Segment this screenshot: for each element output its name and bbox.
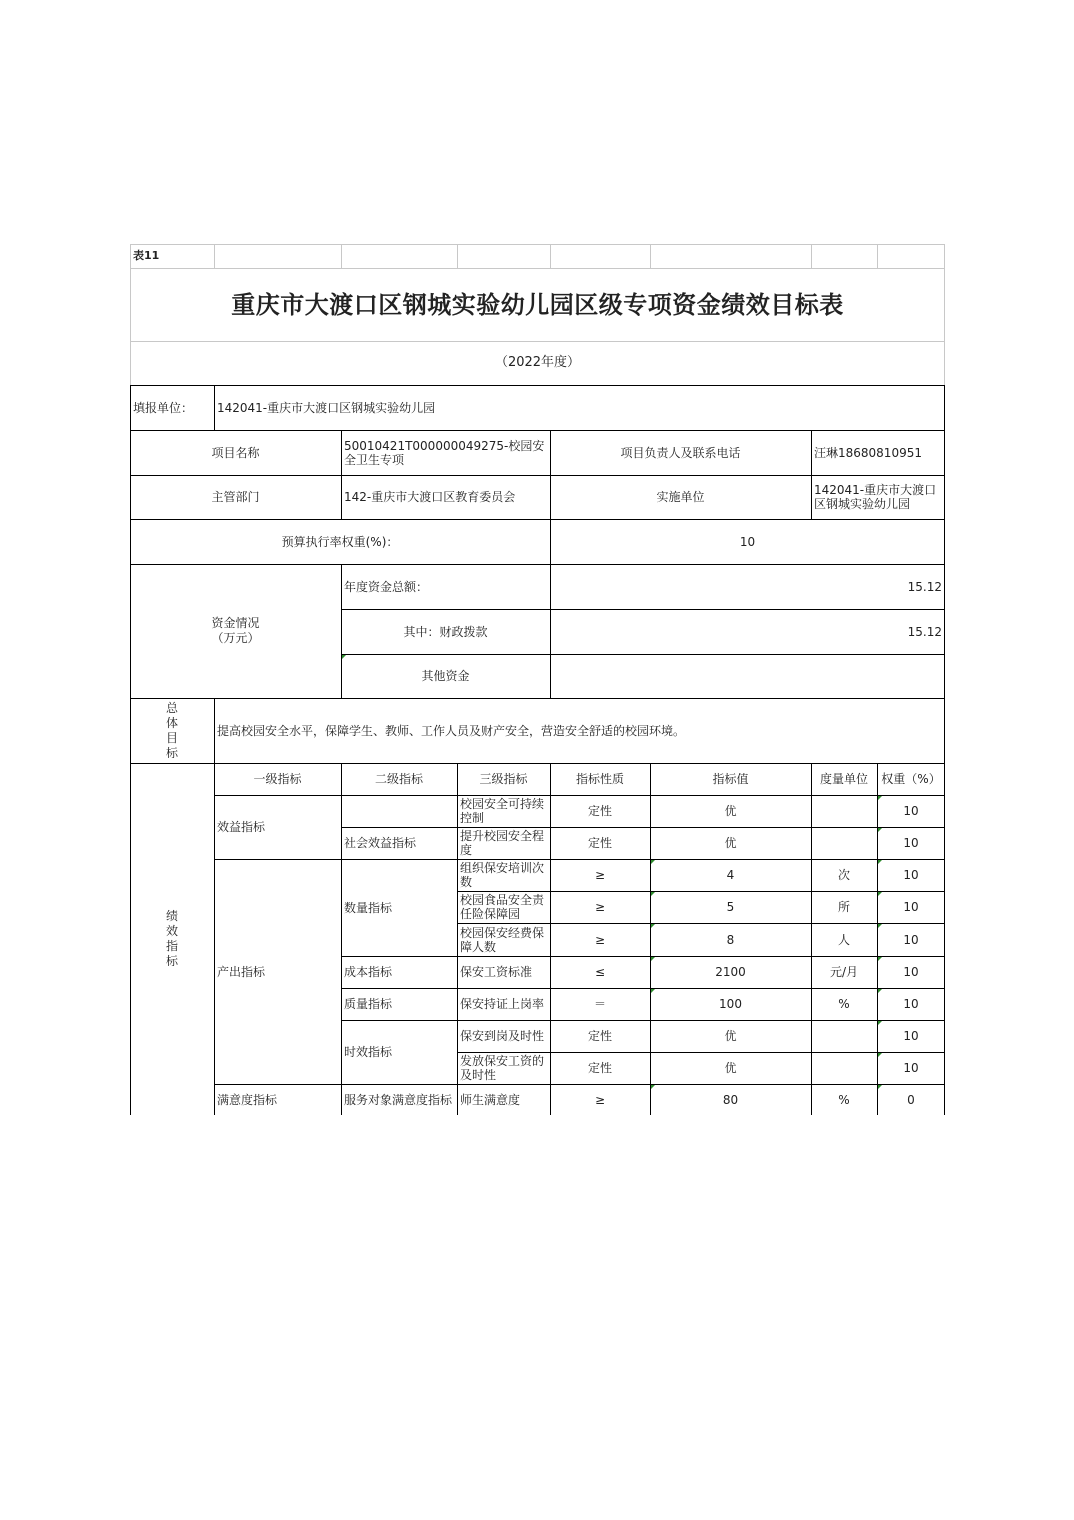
project-owner-label: 项目负责人及联系电话 <box>620 445 741 460</box>
page-title: 重庆市大渡口区钢城实验幼儿园区级专项资金绩效目标表 <box>231 289 844 319</box>
indicator-value: 优 <box>724 836 737 850</box>
indicator-nature: 定性 <box>587 1061 612 1075</box>
table-number: 表11 <box>133 249 160 262</box>
header-level3: 三级指标 <box>479 772 528 786</box>
indicator-nature: ≥ <box>594 868 606 882</box>
cell-error-mark <box>878 924 882 928</box>
indicator-unit <box>811 827 877 859</box>
indicator-unit: % <box>838 1092 850 1107</box>
cell-error-mark <box>651 989 655 993</box>
level3-indicator: 组织保安培训次数 <box>460 861 545 889</box>
indicator-unit: 次 <box>837 868 850 882</box>
budget-weight-label: 预算执行率权重(%)： <box>281 534 399 549</box>
performance-indicators-label <box>130 763 214 1115</box>
indicator-weight: 10 <box>903 1029 919 1043</box>
indicators-char: 指 <box>165 939 178 953</box>
cell-error-mark <box>651 892 655 896</box>
indicator-value: 5 <box>726 900 735 914</box>
indicator-unit <box>811 1052 877 1084</box>
cell-error-mark <box>878 1021 882 1025</box>
header-weight: 权重（%） <box>881 772 941 786</box>
level2-quantity: 数量指标 <box>344 900 393 915</box>
indicator-weight: 0 <box>907 1092 915 1107</box>
indicator-nature: 定性 <box>587 804 612 818</box>
level2-empty <box>341 795 457 827</box>
overall-goal-text: 提高校园安全水平，保障学生、教师、工作人员及财产安全，营造安全舒适的校园环境。 <box>217 723 686 738</box>
indicators-char: 标 <box>165 954 178 968</box>
level2-cost: 成本指标 <box>344 965 393 979</box>
project-name-value: 50010421T000000049275-校园安全卫生专项 <box>344 438 545 467</box>
cell-error-mark <box>878 1053 882 1057</box>
indicators-char: 效 <box>165 924 178 938</box>
level2-social-benefit: 社会效益指标 <box>344 836 417 850</box>
overall-goal-char: 标 <box>165 745 178 760</box>
header-nature: 指标性质 <box>575 772 624 786</box>
cell-error-mark <box>651 860 655 864</box>
indicator-unit: 人 <box>837 932 850 947</box>
indicator-value: 优 <box>724 1029 737 1043</box>
cell-error-mark <box>878 796 882 800</box>
indicator-nature: 定性 <box>587 1029 612 1043</box>
report-year: （2022年度） <box>494 355 581 370</box>
indicator-unit: 所 <box>837 900 850 914</box>
level3-indicator: 提升校园安全程度 <box>460 829 545 857</box>
overall-goal-char: 总 <box>165 700 178 715</box>
reporting-unit-label: 填报单位： <box>133 400 194 415</box>
cell-error-mark <box>878 989 882 993</box>
level2-service-satisfaction: 服务对象满意度指标 <box>344 1092 453 1107</box>
level1-benefit: 效益指标 <box>217 820 266 834</box>
funds-label <box>130 564 341 698</box>
level1-output: 产出指标 <box>217 964 266 979</box>
level3-indicator: 保安工资标准 <box>460 965 533 979</box>
header-value: 指标值 <box>712 772 749 786</box>
cell-error-mark <box>651 957 655 961</box>
funds-label-line2: （万元） <box>211 631 260 645</box>
reporting-unit-value: 142041-重庆市大渡口区钢城实验幼儿园 <box>217 400 436 415</box>
other-funds-label: 其他资金 <box>421 669 470 683</box>
implementing-unit-value: 142041-重庆市大渡口区钢城实验幼儿园 <box>814 483 937 511</box>
header-level1: 一级指标 <box>253 772 302 786</box>
implementing-unit-label: 实施单位 <box>656 490 705 504</box>
cell-error-mark <box>878 828 882 832</box>
indicator-weight: 10 <box>903 932 919 947</box>
performance-target-sheet <box>130 244 945 1115</box>
fiscal-allocation-value: 15.12 <box>907 624 942 639</box>
level3-indicator: 发放保安工资的及时性 <box>460 1054 545 1082</box>
header-unit: 度量单位 <box>819 772 868 786</box>
overall-goal-char: 体 <box>165 715 178 730</box>
indicator-nature: ≥ <box>594 900 606 914</box>
level3-indicator: 保安到岗及时性 <box>460 1029 545 1043</box>
indicator-nature: ≥ <box>594 1092 606 1107</box>
indicator-value: 80 <box>722 1092 739 1107</box>
supervising-dept-value: 142-重庆市大渡口区教育委员会 <box>344 490 516 504</box>
header-level2: 二级指标 <box>374 772 423 786</box>
indicator-value: 优 <box>724 1061 737 1075</box>
indicator-weight: 10 <box>903 836 919 850</box>
cell-error-mark <box>878 860 882 864</box>
indicator-value: 4 <box>726 868 735 882</box>
level3-indicator: 保安持证上岗率 <box>460 997 545 1011</box>
cell-error-mark <box>878 957 882 961</box>
level2-timeliness: 时效指标 <box>344 1045 393 1059</box>
level3-indicator: 师生满意度 <box>460 1092 521 1107</box>
indicator-value: 2100 <box>715 965 746 979</box>
overall-goal-label <box>130 698 214 763</box>
funds-label-line1: 资金情况 <box>211 616 260 630</box>
indicator-value: 8 <box>726 932 735 947</box>
indicator-value: 100 <box>719 997 742 1011</box>
indicator-weight: 10 <box>903 804 919 818</box>
indicator-nature: ≤ <box>594 965 606 979</box>
level3-indicator: 校园保安经费保障人数 <box>460 925 545 954</box>
level3-indicator: 校园食品安全责任险保障园 <box>460 893 545 921</box>
level1-satisfaction: 满意度指标 <box>217 1092 278 1107</box>
indicator-unit: 元/月 <box>829 965 859 979</box>
level2-quality: 质量指标 <box>344 997 393 1011</box>
indicator-nature: 定性 <box>587 836 612 850</box>
annual-total-label: 年度资金总额： <box>344 579 429 594</box>
indicator-weight: 10 <box>903 868 919 882</box>
other-funds-value <box>550 654 945 698</box>
project-name-label: 项目名称 <box>211 445 260 460</box>
cell-error-mark <box>651 924 655 928</box>
supervising-dept-label: 主管部门 <box>211 490 260 504</box>
indicators-char: 绩 <box>165 909 178 923</box>
indicator-weight: 10 <box>903 997 919 1011</box>
project-owner-value: 汪琳18680810951 <box>814 445 922 460</box>
budget-weight-value: 10 <box>739 534 756 549</box>
cell-error-mark <box>651 1085 655 1089</box>
annual-total-value: 15.12 <box>907 579 942 594</box>
indicator-unit <box>811 795 877 827</box>
indicator-nature: ＝ <box>593 997 606 1011</box>
overall-goal-char: 目 <box>165 730 178 745</box>
level3-indicator: 校园安全可持续控制 <box>460 797 545 825</box>
cell-error-mark <box>878 1085 882 1089</box>
indicator-nature: ≥ <box>594 932 606 947</box>
indicator-value: 优 <box>724 804 737 818</box>
indicator-weight: 10 <box>903 1061 919 1075</box>
indicator-weight: 10 <box>903 965 919 979</box>
cell-error-mark <box>878 892 882 896</box>
indicator-unit: % <box>838 997 850 1011</box>
indicator-weight: 10 <box>903 900 919 914</box>
indicator-unit <box>811 1020 877 1052</box>
cell-error-mark <box>342 655 346 659</box>
fiscal-allocation-label: 其中：财政拨款 <box>403 624 488 639</box>
